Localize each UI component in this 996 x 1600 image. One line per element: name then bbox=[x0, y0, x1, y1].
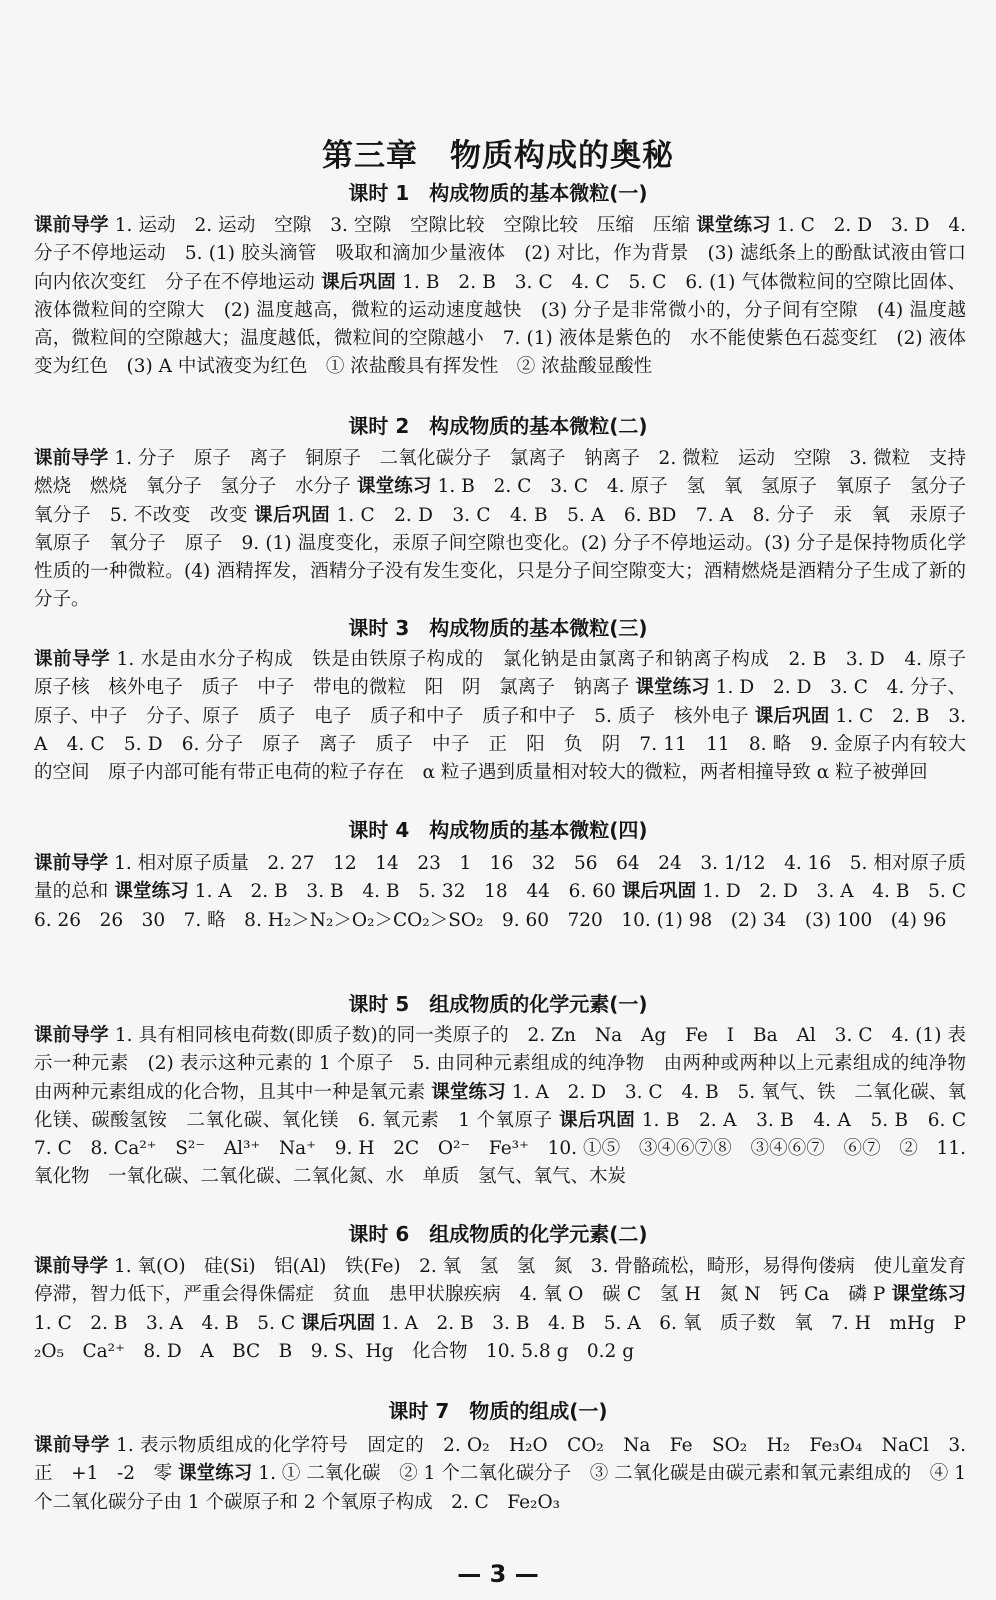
answer-text: 1. B 2. B 3. C 4. C 5. C 6. (1) 气体微粒间的空隙比固体、液体微粒间的空隙大 (2) 温度越高，微粒的运动速度越快 (3) 分子是非常微小的，分子间有空隙 (4) 温度越高，微粒间的空隙越大；温度越低，微粒间的空隙越小 7. (1) 液体是紫色的 水不能使紫色石蕊变红 (2) 液体变为红色 (3) A 中试液变为红色 ① 浓盐酸具有挥发性 ② 浓盐酸显酸性 bbox=[34, 271, 966, 378]
answer-text: 1. 分子 原子 离子 铜原子 二氧化碳分子 氯离子 钠离子 2. 微粒 运动 空隙 3. 微粒 支持燃烧 燃烧 氧分子 氢分子 水分子 bbox=[34, 448, 966, 498]
answer-text: 1. C 2. B 3. A 4. B 5. C bbox=[34, 1312, 301, 1334]
answer-text: 1. A 2. D 3. C 4. B 5. 氧气、铁 二氧化碳、氧化镁、碳酸氢铵 二氧化碳、氧化镁 6. 氧元素 1 个氧原子 bbox=[34, 1081, 966, 1131]
section-label: 课堂练习 bbox=[178, 1463, 253, 1485]
lesson-title-7: 课时 7 物质的组成(一) bbox=[388, 1399, 608, 1423]
lesson-answers-5 bbox=[34, 1022, 985, 1192]
answer-text: 1. 氧(O) 硅(Si) 铝(Al) 铁(Fe) 2. 氧 氢 氢 氮 3. 骨骼疏松，畸形，易得佝偻病 使儿童发育停滞，智力低下，严重会得侏儒症 贫血 患甲状腺疾病 4. 氧 O 碳 C 氢 H 氮 N 钙 Ca 磷 P bbox=[34, 1256, 966, 1306]
lesson-title-5: 课时 5 组成物质的化学元素(一) bbox=[348, 992, 648, 1016]
section-label: 课后巩固 bbox=[754, 705, 830, 727]
section-label: 课后巩固 bbox=[559, 1109, 636, 1131]
lesson-answers-2 bbox=[34, 445, 985, 615]
lesson-title-6: 课时 6 组成物质的化学元素(二) bbox=[348, 1222, 648, 1246]
answer-text: 1. 表示物质组成的化学符号 固定的 2. O₂ H₂O CO₂ Na Fe SO₂ H₂ Fe₃O₄ NaCl 3. 正 +1 -2 零 bbox=[34, 1435, 966, 1485]
answer-text: 1. 水是由水分子构成 铁是由铁原子构成的 氯化钠是由氯离子和钠离子构成 2. B 3. D 4. 原子 原子核 核外电子 质子 中子 带电的微粒 阳 阴 氯离子 钠离子 bbox=[34, 649, 985, 699]
answer-text: 1. 运动 2. 运动 空隙 3. 空隙 空隙比较 空隙比较 压缩 压缩 bbox=[108, 215, 697, 236]
answer-text: 1. C 2. D 3. D 4. 分子不停地运动 5. (1) 胶头滴管 吸取和滴加少量液体 (2) 对比，作为背景 (3) 滤纸条上的酚酞试液由管口向内依次变红 分子在不停地运动 bbox=[34, 215, 966, 293]
lesson-answers-3 bbox=[34, 646, 985, 787]
section-label: 课后巩固 bbox=[621, 881, 697, 903]
answer-text: 1. A 2. B 3. B 4. B 5. A 6. 氧 质子数 氧 7. H mHg P₂O₅ Ca²⁺ 8. D A BC B 9. S、Hg 化合物 10. 5.8 g 0.2 g bbox=[34, 1312, 966, 1362]
answer-text: 1. C 2. D 3. C 4. B 5. A 6. BD 7. A 8. 分子 汞 氧 汞原子 氧原子 氧分子 原子 9. (1) 温度变化，汞原子间空隙也变化。(2) 分子不停地运动。(3) 分子是保持物质化学性质的一种微粒。(4) 酒精挥发，酒精分子没有发生变化，只是分子间空隙变大；酒精燃烧是酒精分子生成了新的分子。 bbox=[34, 504, 985, 611]
lesson-title-2: 课时 2 构成物质的基本微粒(二) bbox=[348, 414, 648, 438]
section-label: 课堂练习 bbox=[696, 215, 771, 236]
section-label: 课后巩固 bbox=[300, 1312, 376, 1334]
answer-text: 1. D 2. D 3. A 4. B 5. C 6. 26 26 30 7. 略 8. H₂＞N₂＞O₂＞CO₂＞SO₂ 9. 60 720 10. (1) 98 (2) 34 (3) 100 (4) 96 bbox=[34, 881, 985, 931]
lesson-title-3: 课时 3 构成物质的基本微粒(三) bbox=[348, 616, 648, 640]
answer-text: 1. D 2. D 3. C 4. 分子、原子、中子 分子、原子 质子 电子 质子和中子 质子和中子 5. 质子 核外电子 bbox=[34, 677, 966, 727]
section-label: 课堂练习 bbox=[635, 677, 710, 699]
section-label: 课前导学 bbox=[34, 1025, 109, 1046]
section-label: 课后巩固 bbox=[321, 271, 396, 293]
lesson-answers-4 bbox=[34, 850, 985, 935]
section-label: 课前导学 bbox=[34, 1256, 109, 1277]
section-label: 课后巩固 bbox=[254, 504, 331, 526]
answer-text: 1. B 2. C 3. C 4. 原子 氢 氧 氢原子 氧原子 氢分子 氧分子 5. 不改变 改变 bbox=[34, 476, 985, 526]
section-label: 课堂练习 bbox=[431, 1081, 506, 1103]
section-label: 课前导学 bbox=[34, 649, 111, 670]
answer-text: 1. 具有相同核电荷数(即质子数)的同一类原子的 2. Zn Na Ag Fe I Ba Al 3. C 4. (1) 表示一种元素 (2) 表示这种元素的 1 个原子 5. 由同种元素组成的纯净物 由两种或两种以上元素组成的纯净物 由两种元素组成的化合物，且其中一种是氧元素 bbox=[34, 1025, 985, 1103]
answer-text: 1. A 2. B 3. B 4. B 5. 32 18 44 6. 60 bbox=[188, 881, 622, 903]
answer-text: 1. C 2. B 3. A 4. C 5. D 6. 分子 原子 离子 质子 中子 正 阳 负 阴 7. 11 11 8. 略 9. 金原子内有较大的空间 原子内部可能有带正电荷的粒子存在 α 粒子遇到质量相对较大的微粒，两者相撞导致 α 粒子被弹回 bbox=[34, 705, 966, 784]
page-number: — 3 — bbox=[457, 1560, 539, 1588]
answer-text: 1. ① 二氧化碳 ② 1 个二氧化碳分子 ③ 二氧化碳是由碳元素和氧元素组成的 ④ 1 个二氧化碳分子由 1 个碳原子和 2 个氧原子构成 2. C Fe₂O₃ bbox=[34, 1463, 966, 1513]
section-label: 课前导学 bbox=[34, 853, 109, 874]
section-label: 课堂练习 bbox=[356, 476, 432, 498]
answer-text: 1. 相对原子质量 2. 27 12 14 23 1 16 32 56 64 24 3. 1/12 4. 16 5. 相对原子质量的总和 bbox=[34, 853, 966, 903]
chapter-title: 第三章 物质构成的奥秘 bbox=[322, 138, 674, 174]
answer-text: 1. B 2. A 3. B 4. A 5. B 6. C 7. C 8. Ca²⁺ S²⁻ Al³⁺ Na⁺ 9. H 2C O²⁻ Fe³⁺ 10. ①⑤ ③④⑥⑦⑧ ③④⑥⑦ ⑥⑦ ② 11. 氧化物 一氧化碳、二氧化碳、二氧化氮、水 单质 氢气、氧气、木炭 bbox=[34, 1109, 985, 1188]
section-label: 课堂练习 bbox=[891, 1284, 966, 1306]
lesson-answers-7 bbox=[34, 1432, 966, 1517]
section-label: 课前导学 bbox=[34, 1435, 110, 1456]
lesson-title-4: 课时 4 构成物质的基本微粒(四) bbox=[348, 818, 648, 842]
section-label: 课堂练习 bbox=[114, 881, 189, 903]
lesson-answers-1 bbox=[34, 212, 966, 382]
lesson-title-1: 课时 1 构成物质的基本微粒(一) bbox=[348, 181, 648, 205]
section-label: 课前导学 bbox=[34, 215, 109, 236]
section-label: 课前导学 bbox=[34, 448, 109, 469]
lesson-answers-6 bbox=[34, 1253, 966, 1366]
